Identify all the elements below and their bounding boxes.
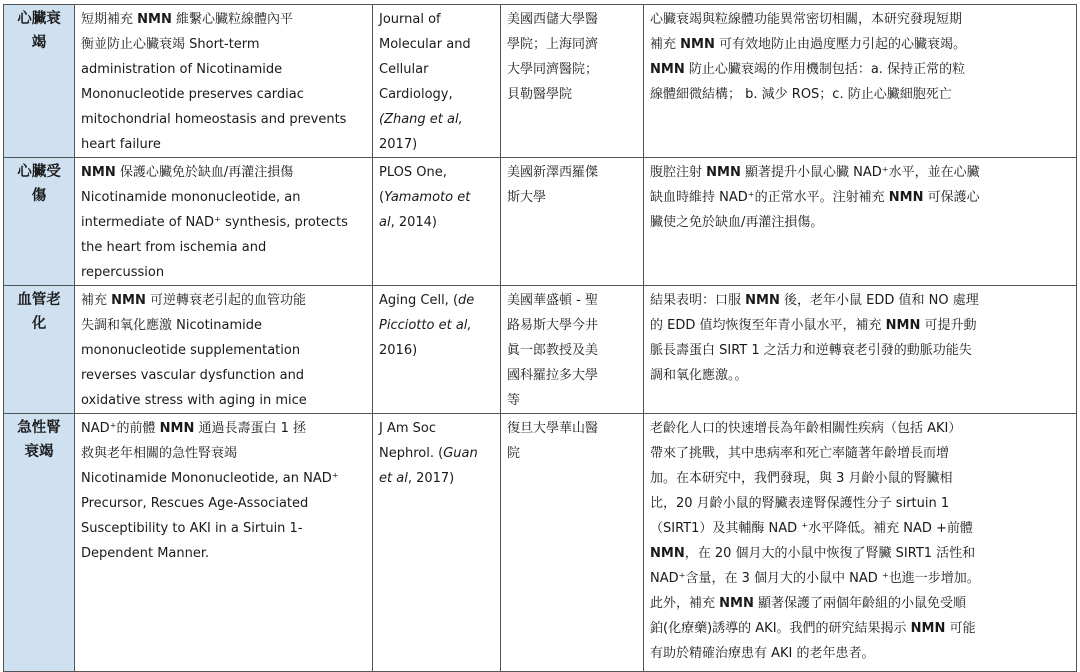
text-line [81,82,368,107]
journal-cell [373,158,501,286]
text-line [650,591,1072,616]
study-title-cell [75,286,373,414]
text-line [650,541,1072,566]
text-line [81,388,368,413]
text-segment: Nicotinamide Mononucleotide, an NAD⁺ [81,471,339,486]
text-segment: 鉑(化療藥)誘導的 AKI。我們的研究結果揭示 [650,621,911,636]
study-title-cell [75,158,373,286]
emphasis-text: NMN [680,37,715,52]
text-line [379,313,496,338]
citation-text: Yamamoto et [384,190,471,205]
text-line [81,288,368,313]
text-segment: 老齡化人口的快速增長為年齡相關性疾病（包括 AKI） [650,421,962,436]
citation-text: Guan [443,446,478,461]
text-segment: 院 [507,446,521,461]
text-segment: administration of Nicotinamide [81,62,283,77]
text-line [650,160,1072,185]
text-segment: 眞一郎教授及美 [507,343,599,358]
category-cell [4,414,75,672]
text-segment: 調和氧化應激。。 [650,368,748,383]
text-line [81,107,368,132]
text-segment: heart failure [81,137,161,152]
text-line [650,57,1072,82]
text-line [507,388,639,413]
text-segment: 線體細微結構； b. 減少 ROS；c. 防止心臟細胞死亡 [650,87,952,102]
journal-cell [373,414,501,672]
text-segment: 防止心臟衰竭的作用機制包括：a. 保持正常的粒 [684,62,966,77]
text-segment: 復旦大學華山醫 [507,421,599,436]
text-segment: 顯著提升小鼠心臟 NAD⁺水平，並在心臟 [740,165,980,180]
text-segment: 2017) [379,137,418,152]
text-segment: 比，20 月齡小鼠的腎臟表達腎保護性分子 sirtuin 1 [650,496,950,511]
text-segment: 帶來了挑戰，其中患病率和死亡率隨著年齡增長而增 [650,446,950,461]
text-line [81,441,368,466]
text-line [650,338,1072,363]
text-line [650,566,1072,591]
text-segment: 美國華盛頓 - 聖 [507,293,598,308]
text-segment: NAD⁺含量，在 3 個月大的小鼠中 NAD ⁺也進一步增加。 [650,571,980,586]
study-title-cell [75,414,373,672]
text-line [650,641,1072,666]
citation-text: Picciotto et al, [379,318,472,333]
text-line [81,185,368,210]
result-cell [644,286,1077,414]
text-line [507,441,639,466]
text-line [81,57,368,82]
emphasis-text: NMN [650,546,685,561]
text-segment: Aging Cell, ( [379,293,459,308]
text-line [650,82,1072,107]
text-segment: Mononucleotide preserves cardiac [81,87,304,102]
citation-text: et al [379,471,408,486]
text-line [81,541,368,566]
category-cell [4,5,75,158]
text-segment: 等 [507,393,521,408]
text-line [650,32,1072,57]
study-title-cell [75,5,373,158]
emphasis-text: NMN [111,293,146,308]
text-segment: 通過長壽蛋白 1 拯 [194,421,306,436]
category-cell [4,158,75,286]
text-segment: reverses vascular dysfunction and [81,368,305,383]
category-text: 衰竭 [24,444,54,460]
text-line [81,313,368,338]
text-line [379,210,496,235]
text-line [507,363,639,388]
text-segment: Dependent Manner. [81,546,210,561]
text-segment: 後，老年小鼠 EDD 值和 NO 處理 [779,293,979,308]
text-line [650,185,1072,210]
text-segment: Susceptibility to AKI in a Sirtuin 1- [81,521,303,536]
text-line [81,235,368,260]
text-segment: 缺血時維持 NAD⁺的正常水平。注射補充 [650,190,889,205]
text-segment: , 2017) [407,471,455,486]
emphasis-text: NMN [719,596,754,611]
text-segment: 脈長壽蛋白 SIRT 1 之活力和逆轉衰老引發的動脈功能失 [650,343,972,358]
text-line [81,132,368,157]
table-row [4,158,1077,286]
text-line [379,132,496,157]
text-segment: 美國西儲大學醫 [507,12,599,27]
text-segment: 補充 [650,37,681,52]
study-table-body [4,5,1077,672]
text-line [379,185,496,210]
category-text: 化 [31,316,47,332]
text-line [379,32,496,57]
text-line [650,516,1072,541]
table-row [4,5,1077,158]
text-line [650,7,1072,32]
text-line [379,7,496,32]
text-segment: Precursor, Rescues Age-Associated [81,496,309,511]
institution-cell [501,414,644,672]
text-segment: 2016) [379,343,418,358]
citation-text: de [458,293,475,308]
text-line [650,441,1072,466]
text-line [507,313,639,338]
text-segment: 短期補充 [81,12,138,27]
emphasis-text: NMN [650,62,685,77]
text-segment: Cardiology, [379,87,453,102]
text-line [81,466,368,491]
text-line [379,416,496,441]
text-segment: 臟使之免於缺血/再灌注損傷。 [650,215,824,230]
text-line [379,466,496,491]
text-segment: 可有效地防止由過度壓力引起的心臟衰竭。 [714,37,966,52]
text-line [650,210,1072,235]
text-line [650,466,1072,491]
category-text: 傷 [31,188,47,204]
emphasis-text: NMN [888,190,924,205]
emphasis-text: NMN [706,165,741,180]
text-line [507,160,639,185]
text-segment: PLOS One, [379,165,447,180]
text-segment: oxidative stress with aging in mice [81,393,307,408]
text-segment: Molecular and [379,37,471,52]
text-segment: 貝勒醫學院 [507,87,573,102]
text-line [81,160,368,185]
text-segment: J Am Soc [379,421,437,436]
text-segment: 此外，補充 [650,596,720,611]
text-segment: Cellular [379,62,429,77]
text-segment: intermediate of NAD⁺ synthesis, protects [81,215,348,230]
text-segment: mononucleotide supplementation [81,343,301,358]
table-row [4,286,1077,414]
table-row [4,414,1077,672]
text-segment: the heart from ischemia and [81,240,267,255]
result-cell [644,414,1077,672]
category-cell [4,286,75,414]
category-text: 竭 [31,35,47,51]
text-line [379,338,496,363]
text-segment: 路易斯大學今井 [507,318,599,333]
text-segment: 腹腔注射 [650,165,707,180]
journal-cell [373,5,501,158]
text-line [507,185,639,210]
text-line [650,313,1072,338]
text-line [507,338,639,363]
text-segment: repercussion [81,265,165,280]
text-line [81,516,368,541]
journal-cell [373,286,501,414]
text-line [507,288,639,313]
text-segment: 學院；上海同濟 [507,37,599,52]
citation-text: al [379,215,391,230]
text-line [379,441,496,466]
text-segment: 補充 [81,293,112,308]
text-line [507,416,639,441]
text-segment: 大學同濟醫院； [507,62,599,77]
emphasis-text: NMN [910,621,946,636]
institution-cell [501,5,644,158]
text-segment: 結果表明：口服 [650,293,746,308]
text-segment: mitochondrial homeostasis and prevents [81,112,347,127]
text-line [650,616,1072,641]
text-line [379,82,496,107]
emphasis-text: NMN [159,421,195,436]
text-segment: , 2014) [390,215,437,230]
text-segment: 加。在本研究中，我們發現，與 3 月齡小鼠的腎臟相 [650,471,953,486]
text-line [650,288,1072,313]
text-line [379,107,496,132]
category-text: 心臟衰 [17,11,61,27]
text-segment: 的 EDD 值均恢復至年青小鼠水平，補充 [650,318,886,333]
text-line [507,57,639,82]
text-line [81,32,368,57]
text-segment: ，在 20 個月大的小鼠中恢復了腎臟 SIRT1 活性和 [684,546,976,561]
text-segment: NAD⁺的前體 [81,421,160,436]
text-line [507,32,639,57]
text-line [379,288,496,313]
text-line [81,260,368,285]
institution-cell [501,286,644,414]
text-segment: 國科羅拉多大學 [507,368,599,383]
citation-text: (Zhang et al, [379,112,463,127]
category-text: 心臟受 [17,164,61,180]
text-line [81,363,368,388]
text-segment: 可逆轉衰老引起的血管功能 [145,293,306,308]
text-segment: 救與老年相關的急性腎衰竭 [81,446,238,461]
text-segment: 可保護心 [923,190,980,205]
text-segment: 有助於精確治療患有 AKI 的老年患者。 [650,646,875,661]
result-cell [644,5,1077,158]
result-cell [644,158,1077,286]
text-line [81,7,368,32]
institution-cell [501,158,644,286]
text-segment: 斯大學 [507,190,547,205]
text-segment: Journal of [379,12,441,27]
text-line [379,160,496,185]
text-segment: 維繫心臟粒線體內平 [171,12,293,27]
text-line [507,7,639,32]
text-segment: 可提升動 [920,318,977,333]
emphasis-text: NMN [137,12,172,27]
text-line [81,210,368,235]
category-text: 急性腎 [17,420,61,436]
text-line [650,363,1072,388]
text-line [81,491,368,516]
text-segment: 顯著保護了兩個年齡組的小鼠免受順 [753,596,966,611]
text-segment: 衡並防止心臟衰竭 Short-term [81,37,260,52]
text-line [650,491,1072,516]
emphasis-text: NMN [745,293,780,308]
text-segment: ( [379,190,385,205]
text-segment: 可能 [945,621,976,636]
category-text: 血管老 [17,292,61,308]
emphasis-text: NMN [81,165,116,180]
text-line [81,416,368,441]
text-segment: 美國新澤西羅傑 [507,165,599,180]
text-segment: Nephrol. ( [379,446,444,461]
text-segment: Nicotinamide mononucleotide, an [81,190,301,205]
text-line [81,338,368,363]
study-table [3,4,1077,672]
text-line [507,82,639,107]
text-line [379,57,496,82]
emphasis-text: NMN [885,318,921,333]
text-line [650,416,1072,441]
text-segment: 心臟衰竭與粒線體功能異常密切相關，本研究發現短期 [650,12,963,27]
text-segment: 保護心臟免於缺血/再灌注損傷 [115,165,294,180]
text-segment: 失調和氧化應激 Nicotinamide [81,318,263,333]
text-segment: （SIRT1）及其輔酶 NAD ⁺水平降低。補充 NAD +前體 [650,521,973,536]
